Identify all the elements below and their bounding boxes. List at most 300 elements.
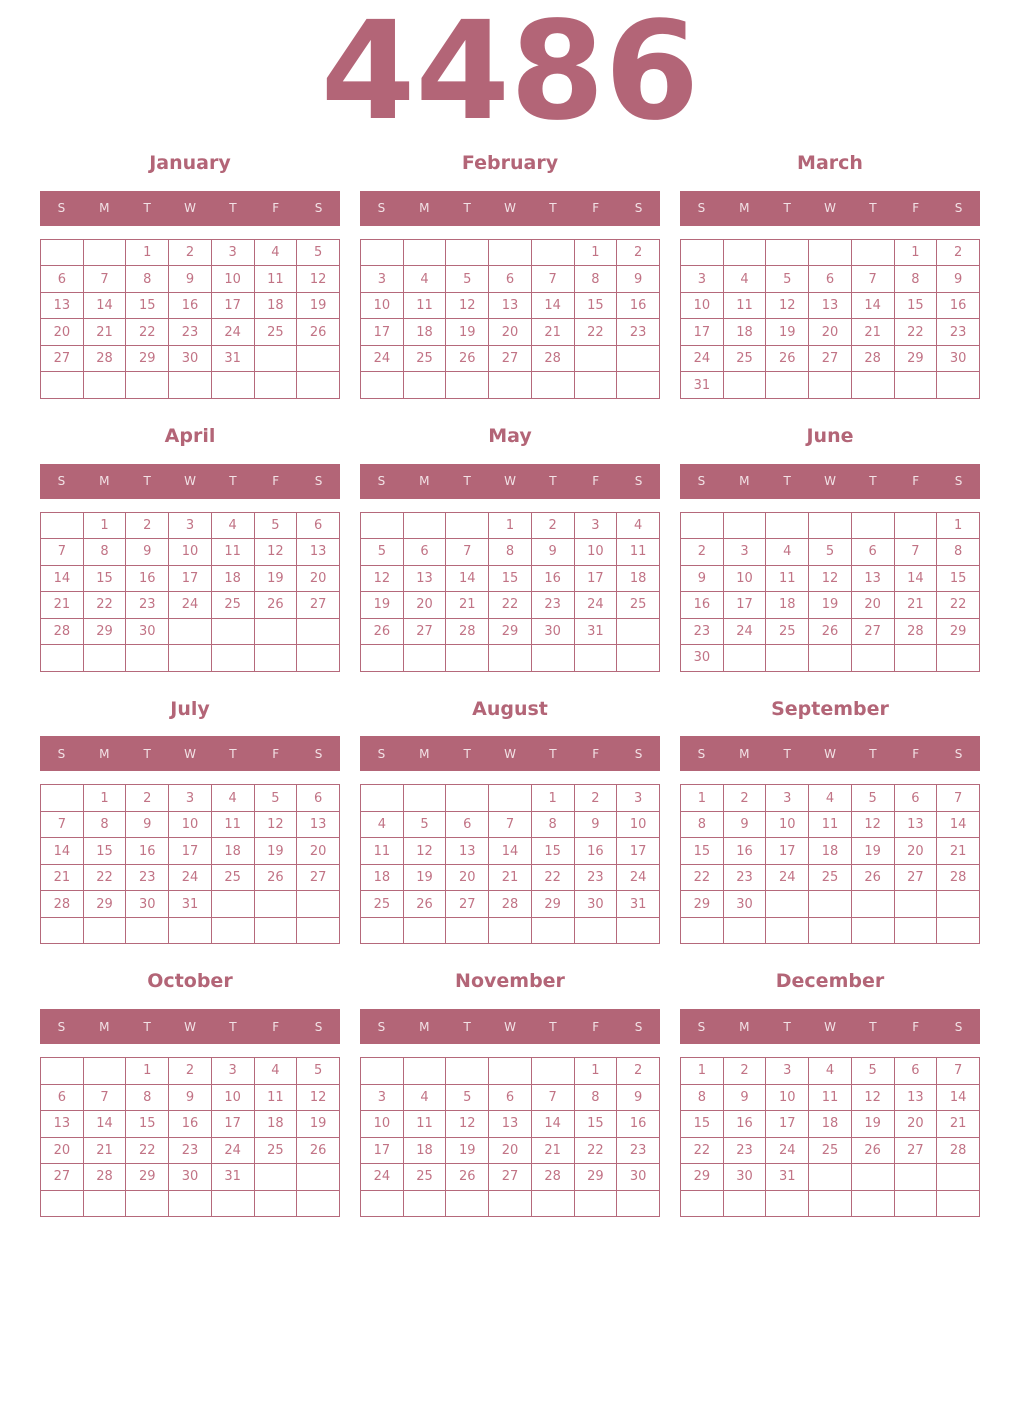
day-cell: 4 — [254, 239, 297, 266]
week-row — [361, 292, 660, 319]
day-cell: 2 — [126, 785, 169, 812]
day-cell: 15 — [126, 292, 169, 319]
day-cell: 24 — [361, 1164, 404, 1191]
day-cell — [723, 512, 766, 539]
day-cell: 22 — [489, 592, 532, 619]
weekday-label: F — [592, 474, 600, 489]
day-cell — [681, 239, 724, 266]
day-cell: 7 — [531, 1084, 574, 1111]
weekday-label: S — [377, 201, 386, 216]
day-cell — [297, 618, 340, 645]
day-cell: 13 — [297, 811, 340, 838]
week-row — [681, 1111, 980, 1138]
week-row — [681, 372, 980, 399]
weekday-header-bar — [360, 464, 660, 499]
day-cell: 9 — [681, 565, 724, 592]
day-cell: 15 — [937, 565, 980, 592]
day-cell: 17 — [169, 838, 212, 865]
day-cell — [723, 372, 766, 399]
day-cell: 24 — [681, 345, 724, 372]
day-cell: 16 — [531, 565, 574, 592]
day-cell: 27 — [41, 1164, 84, 1191]
day-cell: 14 — [531, 1111, 574, 1138]
day-cell: 4 — [809, 785, 852, 812]
week-row — [41, 539, 340, 566]
day-cell: 24 — [169, 592, 212, 619]
day-cell: 19 — [297, 292, 340, 319]
day-cell — [83, 239, 126, 266]
day-cell: 7 — [851, 266, 894, 293]
weekday-label: T — [229, 1019, 237, 1034]
day-cell: 24 — [211, 319, 254, 346]
weekday-label: S — [954, 201, 963, 216]
day-cell: 27 — [41, 345, 84, 372]
day-cell — [574, 917, 617, 944]
day-cell: 12 — [851, 811, 894, 838]
weekday-header-bar — [680, 736, 980, 771]
day-cell — [254, 618, 297, 645]
month-title: September — [771, 697, 889, 720]
weekday-label: S — [954, 746, 963, 761]
day-cell: 29 — [83, 618, 126, 645]
day-cell — [531, 239, 574, 266]
day-cell: 8 — [681, 811, 724, 838]
weekday-label: T — [869, 1019, 877, 1034]
day-cell: 6 — [446, 811, 489, 838]
week-row — [681, 512, 980, 539]
day-cell: 15 — [574, 1111, 617, 1138]
day-cell: 30 — [169, 345, 212, 372]
day-cell: 21 — [83, 1137, 126, 1164]
day-cell — [361, 372, 404, 399]
day-cell — [894, 917, 937, 944]
week-row — [361, 1084, 660, 1111]
day-cell — [851, 512, 894, 539]
day-cell — [41, 1058, 84, 1085]
weekday-label: T — [143, 474, 151, 489]
month-block — [680, 970, 980, 1217]
day-cell: 2 — [531, 512, 574, 539]
day-cell: 26 — [851, 864, 894, 891]
day-cell: 16 — [617, 292, 660, 319]
week-row — [361, 1137, 660, 1164]
weekday-label: M — [419, 201, 430, 216]
day-cell: 2 — [937, 239, 980, 266]
day-cell — [83, 645, 126, 672]
day-cell: 8 — [894, 266, 937, 293]
day-cell: 22 — [574, 319, 617, 346]
day-cell: 19 — [254, 838, 297, 865]
weekday-label: T — [463, 746, 471, 761]
day-cell — [766, 645, 809, 672]
day-cell: 29 — [83, 891, 126, 918]
week-row — [681, 319, 980, 346]
day-cell — [937, 372, 980, 399]
weekday-label: S — [377, 746, 386, 761]
weekday-label: T — [869, 474, 877, 489]
day-cell — [361, 785, 404, 812]
day-cell: 8 — [574, 266, 617, 293]
day-cell: 11 — [723, 292, 766, 319]
week-row — [361, 645, 660, 672]
weekday-label: T — [229, 201, 237, 216]
day-cell: 19 — [361, 592, 404, 619]
day-cell: 1 — [83, 785, 126, 812]
weekday-label: S — [697, 1019, 706, 1034]
week-row — [681, 917, 980, 944]
day-cell: 4 — [361, 811, 404, 838]
weekday-label: F — [912, 201, 920, 216]
weekday-header-bar — [40, 1009, 340, 1044]
day-cell: 13 — [297, 539, 340, 566]
day-cell: 10 — [169, 539, 212, 566]
day-cell — [126, 372, 169, 399]
day-cell: 25 — [361, 891, 404, 918]
day-cell — [297, 1190, 340, 1217]
day-cell — [254, 345, 297, 372]
day-cell: 8 — [574, 1084, 617, 1111]
day-cell: 15 — [681, 1111, 724, 1138]
day-cell — [531, 1190, 574, 1217]
day-cell: 24 — [361, 345, 404, 372]
month-title: May — [488, 424, 532, 447]
day-cell — [169, 1190, 212, 1217]
week-row — [681, 239, 980, 266]
day-cell: 4 — [403, 266, 446, 293]
day-cell — [617, 917, 660, 944]
day-cell: 30 — [681, 645, 724, 672]
calendar-table — [40, 512, 340, 672]
weekday-label: F — [912, 1019, 920, 1034]
day-cell: 19 — [851, 838, 894, 865]
day-cell: 2 — [169, 239, 212, 266]
weekday-label: M — [419, 746, 430, 761]
year-title: 4486 — [320, 0, 700, 151]
week-row — [681, 838, 980, 865]
calendar-table — [360, 1057, 660, 1217]
day-cell: 4 — [211, 512, 254, 539]
day-cell: 1 — [937, 512, 980, 539]
day-cell: 31 — [574, 618, 617, 645]
day-cell: 5 — [809, 539, 852, 566]
day-cell: 1 — [489, 512, 532, 539]
day-cell — [126, 917, 169, 944]
weekday-label: W — [824, 746, 836, 761]
day-cell: 27 — [851, 618, 894, 645]
day-cell: 17 — [617, 838, 660, 865]
day-cell: 14 — [894, 565, 937, 592]
weekday-label: S — [697, 474, 706, 489]
day-cell: 16 — [617, 1111, 660, 1138]
day-cell: 27 — [297, 592, 340, 619]
day-cell: 31 — [766, 1164, 809, 1191]
day-cell: 3 — [723, 539, 766, 566]
day-cell — [851, 372, 894, 399]
week-row — [41, 785, 340, 812]
day-cell: 17 — [681, 319, 724, 346]
weekday-label: W — [504, 474, 516, 489]
day-cell: 16 — [169, 292, 212, 319]
day-cell: 23 — [574, 864, 617, 891]
day-cell: 1 — [574, 239, 617, 266]
day-cell: 11 — [809, 1084, 852, 1111]
day-cell: 21 — [937, 838, 980, 865]
day-cell — [254, 891, 297, 918]
week-row — [361, 1164, 660, 1191]
day-cell: 3 — [169, 512, 212, 539]
weekday-label: F — [272, 746, 280, 761]
day-cell: 10 — [211, 1084, 254, 1111]
week-row — [681, 1084, 980, 1111]
day-cell — [766, 1190, 809, 1217]
weekday-label: T — [869, 746, 877, 761]
day-cell — [446, 1190, 489, 1217]
month-title: November — [455, 970, 565, 993]
month-title: April — [164, 424, 216, 447]
day-cell: 6 — [489, 266, 532, 293]
day-cell: 14 — [531, 292, 574, 319]
day-cell: 31 — [211, 1164, 254, 1191]
month-title: October — [147, 970, 233, 993]
day-cell — [446, 785, 489, 812]
day-cell: 25 — [809, 864, 852, 891]
weekday-label: W — [184, 474, 196, 489]
day-cell: 8 — [937, 539, 980, 566]
day-cell: 3 — [766, 1058, 809, 1085]
day-cell: 8 — [83, 539, 126, 566]
weekday-label: F — [592, 746, 600, 761]
day-cell: 13 — [41, 292, 84, 319]
day-cell: 23 — [723, 1137, 766, 1164]
week-row — [361, 539, 660, 566]
day-cell: 28 — [41, 618, 84, 645]
day-cell — [574, 645, 617, 672]
day-cell — [446, 239, 489, 266]
day-cell: 17 — [361, 1137, 404, 1164]
calendar-table — [360, 512, 660, 672]
weekday-label: S — [57, 746, 66, 761]
day-cell: 29 — [126, 345, 169, 372]
day-cell: 2 — [723, 1058, 766, 1085]
day-cell — [297, 891, 340, 918]
day-cell: 17 — [766, 838, 809, 865]
calendar-table — [680, 784, 980, 944]
day-cell: 6 — [489, 1084, 532, 1111]
day-cell: 24 — [169, 864, 212, 891]
day-cell: 15 — [83, 565, 126, 592]
day-cell: 13 — [489, 1111, 532, 1138]
day-cell: 19 — [297, 1111, 340, 1138]
week-row — [41, 565, 340, 592]
day-cell: 17 — [723, 592, 766, 619]
day-cell: 11 — [403, 292, 446, 319]
week-row — [41, 292, 340, 319]
day-cell: 4 — [254, 1058, 297, 1085]
day-cell — [361, 239, 404, 266]
weekday-header-bar — [40, 464, 340, 499]
week-row — [361, 592, 660, 619]
day-cell — [446, 645, 489, 672]
day-cell: 30 — [574, 891, 617, 918]
week-row — [361, 838, 660, 865]
day-cell: 19 — [403, 864, 446, 891]
weekday-label: F — [592, 1019, 600, 1034]
day-cell: 27 — [894, 864, 937, 891]
day-cell: 4 — [211, 785, 254, 812]
day-cell: 25 — [211, 592, 254, 619]
day-cell: 10 — [723, 565, 766, 592]
calendar-table — [360, 784, 660, 944]
week-row — [41, 372, 340, 399]
day-cell: 6 — [297, 512, 340, 539]
day-cell: 8 — [531, 811, 574, 838]
day-cell: 27 — [489, 1164, 532, 1191]
day-cell: 29 — [531, 891, 574, 918]
month-block — [360, 970, 660, 1217]
day-cell: 11 — [361, 838, 404, 865]
day-cell: 13 — [809, 292, 852, 319]
day-cell: 6 — [403, 539, 446, 566]
day-cell — [297, 645, 340, 672]
day-cell: 30 — [937, 345, 980, 372]
weekday-label: S — [697, 201, 706, 216]
day-cell: 2 — [126, 512, 169, 539]
weekday-label: T — [143, 746, 151, 761]
day-cell: 10 — [211, 266, 254, 293]
day-cell — [83, 1190, 126, 1217]
weekday-header-bar — [360, 736, 660, 771]
day-cell: 12 — [254, 811, 297, 838]
weekday-label: T — [229, 746, 237, 761]
day-cell: 25 — [617, 592, 660, 619]
day-cell: 18 — [403, 1137, 446, 1164]
weekday-label: T — [229, 474, 237, 489]
weekday-header-bar — [360, 191, 660, 226]
weekday-label: S — [57, 201, 66, 216]
day-cell: 30 — [723, 891, 766, 918]
day-cell: 3 — [766, 785, 809, 812]
day-cell — [617, 372, 660, 399]
day-cell — [489, 239, 532, 266]
day-cell — [531, 917, 574, 944]
weekday-header-bar — [360, 1009, 660, 1044]
day-cell: 5 — [851, 785, 894, 812]
week-row — [361, 618, 660, 645]
week-row — [681, 785, 980, 812]
day-cell: 31 — [617, 891, 660, 918]
weekday-header-bar — [680, 1009, 980, 1044]
weekday-label: M — [419, 1019, 430, 1034]
day-cell: 14 — [83, 1111, 126, 1138]
weekday-header-bar — [40, 191, 340, 226]
day-cell: 12 — [851, 1084, 894, 1111]
day-cell: 26 — [403, 891, 446, 918]
week-row — [41, 512, 340, 539]
day-cell: 10 — [681, 292, 724, 319]
day-cell: 21 — [83, 319, 126, 346]
day-cell: 16 — [126, 838, 169, 865]
day-cell: 1 — [681, 785, 724, 812]
week-row — [41, 811, 340, 838]
day-cell: 6 — [297, 785, 340, 812]
weekday-label: T — [143, 201, 151, 216]
day-cell — [254, 1164, 297, 1191]
day-cell: 22 — [126, 1137, 169, 1164]
day-cell: 20 — [809, 319, 852, 346]
day-cell — [851, 1190, 894, 1217]
day-cell: 27 — [446, 891, 489, 918]
weekday-label: S — [634, 201, 643, 216]
day-cell: 22 — [531, 864, 574, 891]
day-cell — [574, 1190, 617, 1217]
day-cell: 20 — [297, 565, 340, 592]
day-cell: 8 — [126, 1084, 169, 1111]
day-cell — [83, 917, 126, 944]
day-cell — [894, 891, 937, 918]
day-cell: 25 — [403, 1164, 446, 1191]
day-cell: 12 — [297, 1084, 340, 1111]
day-cell — [254, 372, 297, 399]
weekday-label: S — [954, 474, 963, 489]
day-cell: 18 — [809, 1111, 852, 1138]
weekday-label: W — [504, 1019, 516, 1034]
day-cell: 31 — [681, 372, 724, 399]
day-cell: 21 — [41, 592, 84, 619]
day-cell: 19 — [851, 1111, 894, 1138]
day-cell: 20 — [894, 838, 937, 865]
day-cell: 11 — [254, 266, 297, 293]
day-cell — [446, 917, 489, 944]
day-cell: 4 — [403, 1084, 446, 1111]
day-cell — [489, 917, 532, 944]
day-cell: 4 — [617, 512, 660, 539]
week-row — [41, 1137, 340, 1164]
weekday-label: W — [824, 474, 836, 489]
weekday-label: M — [739, 201, 750, 216]
week-row — [681, 864, 980, 891]
day-cell: 12 — [254, 539, 297, 566]
calendar-table — [680, 512, 980, 672]
weekday-label: W — [504, 201, 516, 216]
day-cell: 28 — [531, 345, 574, 372]
day-cell — [446, 1058, 489, 1085]
day-cell: 25 — [809, 1137, 852, 1164]
day-cell — [681, 917, 724, 944]
day-cell — [851, 645, 894, 672]
day-cell: 3 — [574, 512, 617, 539]
day-cell: 11 — [211, 539, 254, 566]
day-cell: 9 — [169, 1084, 212, 1111]
day-cell: 20 — [41, 319, 84, 346]
day-cell: 25 — [254, 319, 297, 346]
day-cell: 9 — [617, 266, 660, 293]
day-cell: 16 — [169, 1111, 212, 1138]
day-cell: 3 — [211, 1058, 254, 1085]
week-row — [681, 292, 980, 319]
day-cell: 16 — [723, 838, 766, 865]
weekday-label: W — [824, 201, 836, 216]
day-cell: 23 — [617, 1137, 660, 1164]
month-block — [360, 152, 660, 399]
day-cell: 21 — [41, 864, 84, 891]
day-cell: 19 — [809, 592, 852, 619]
day-cell: 31 — [169, 891, 212, 918]
day-cell: 20 — [894, 1111, 937, 1138]
day-cell — [531, 372, 574, 399]
day-cell: 3 — [361, 266, 404, 293]
day-cell: 18 — [254, 1111, 297, 1138]
day-cell: 15 — [894, 292, 937, 319]
